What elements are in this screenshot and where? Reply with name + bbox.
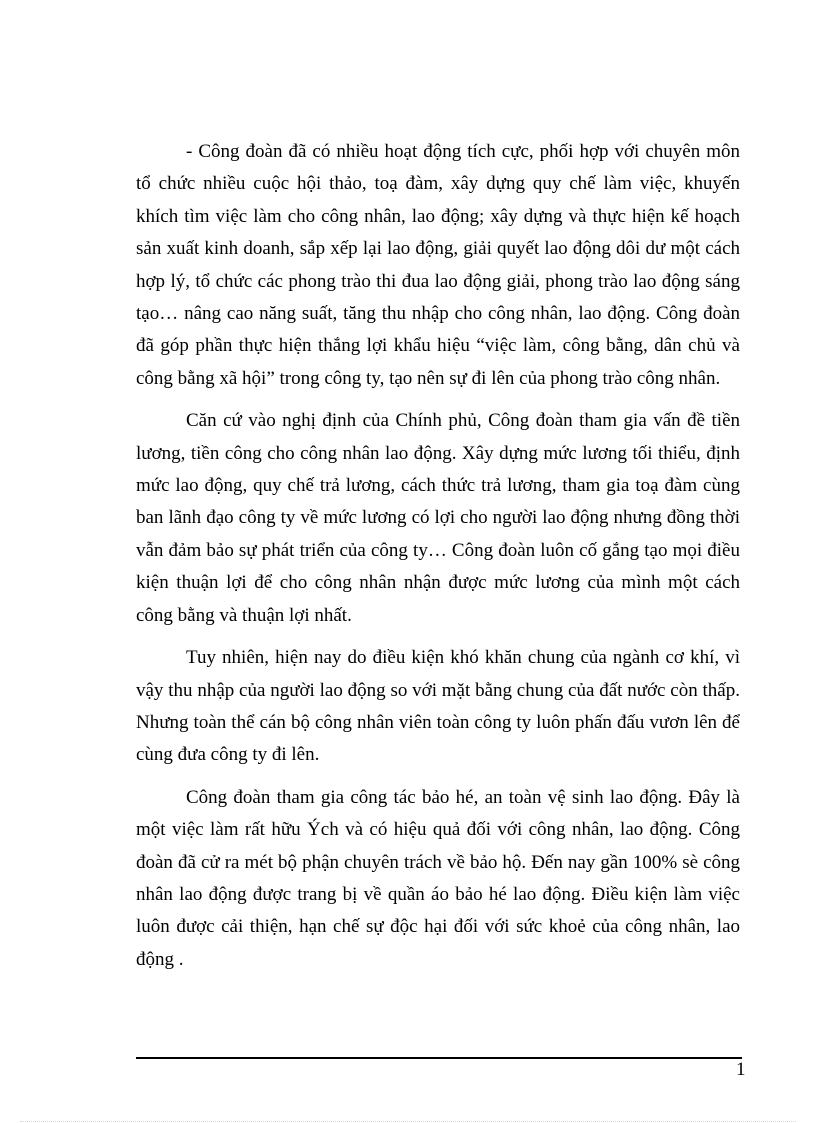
paragraph-4: Công đoàn tham gia công tác bảo hé, an toàn vệ sinh lao động. Đây là một việc làm rất hữu Ých và có hiệu quả đối với công nhân, lao động. Công đoàn đã cử ra mét bộ phận chuyên trách về bảo hộ. Đến nay gần 100% sè công nhân lao động được trang bị về quần áo bảo hé lao động. Điều kiện làm việc luôn được cải thiện, hạn chế sự độc hại đối với sức khoẻ của công nhân, lao động . — [136, 786, 740, 970]
paragraph-1: - Công đoàn đã có nhiều hoạt động tích cực, phối hợp với chuyên môn tổ chức nhiều cuộc hội thảo, toạ đàm, xây dựng quy chế làm việc, khuyến khích tìm việc làm cho công nhân, lao động; xây dựng và thực hiện kế hoạch sản xuất kinh doanh, sắp xếp lại lao động, giải quyết lao động dôi dư một cách hợp lý, tổ chức các phong trào thi đua lao động giải, phong trào lao động sáng tạo… nâng cao năng suất, tăng thu nhập cho công nhân, lao động. Công đoàn đã góp phần thực hiện thắng lợi khẩu hiệu “việc làm, công bằng, dân chủ và công bằng xã hội” trong công ty, tạo nên sự đi lên của phong trào công nhân. — [136, 141, 740, 389]
paragraph-2: Căn cứ vào nghị định của Chính phủ, Công đoàn tham gia vấn đề tiền lương, tiền công cho công nhân lao động. Xây dựng mức lương tối thiểu, định mức lao động, quy chế trả lương, cách thức trả lương, tham gia toạ đàm cùng ban lãnh đạo công ty về mức lương có lợi cho người lao động nhưng đồng thời vẫn đảm bảo sự phát triển của công ty… Công đoàn luôn cố gắng tạo mọi điều kiện thuận lợi để cho công nhân nhận được mức lương của mình một cách công bằng và thuận lợi nhất. — [136, 410, 740, 626]
page-number: 1 — [736, 1059, 746, 1080]
document-body — [136, 136, 740, 986]
page-bottom-border — [20, 1121, 796, 1122]
footer-divider — [136, 1057, 742, 1059]
paragraph-3: Tuy nhiên, hiện nay do điều kiện khó khăn chung của ngành cơ khí, vì vậy thu nhập của người lao động so với mặt bằng chung của đất nước còn thấp. Nhưng toàn thể cán bộ công nhân viên toàn công ty luôn phấn đấu vươn lên để cùng đưa công ty đi lên. — [136, 647, 740, 766]
